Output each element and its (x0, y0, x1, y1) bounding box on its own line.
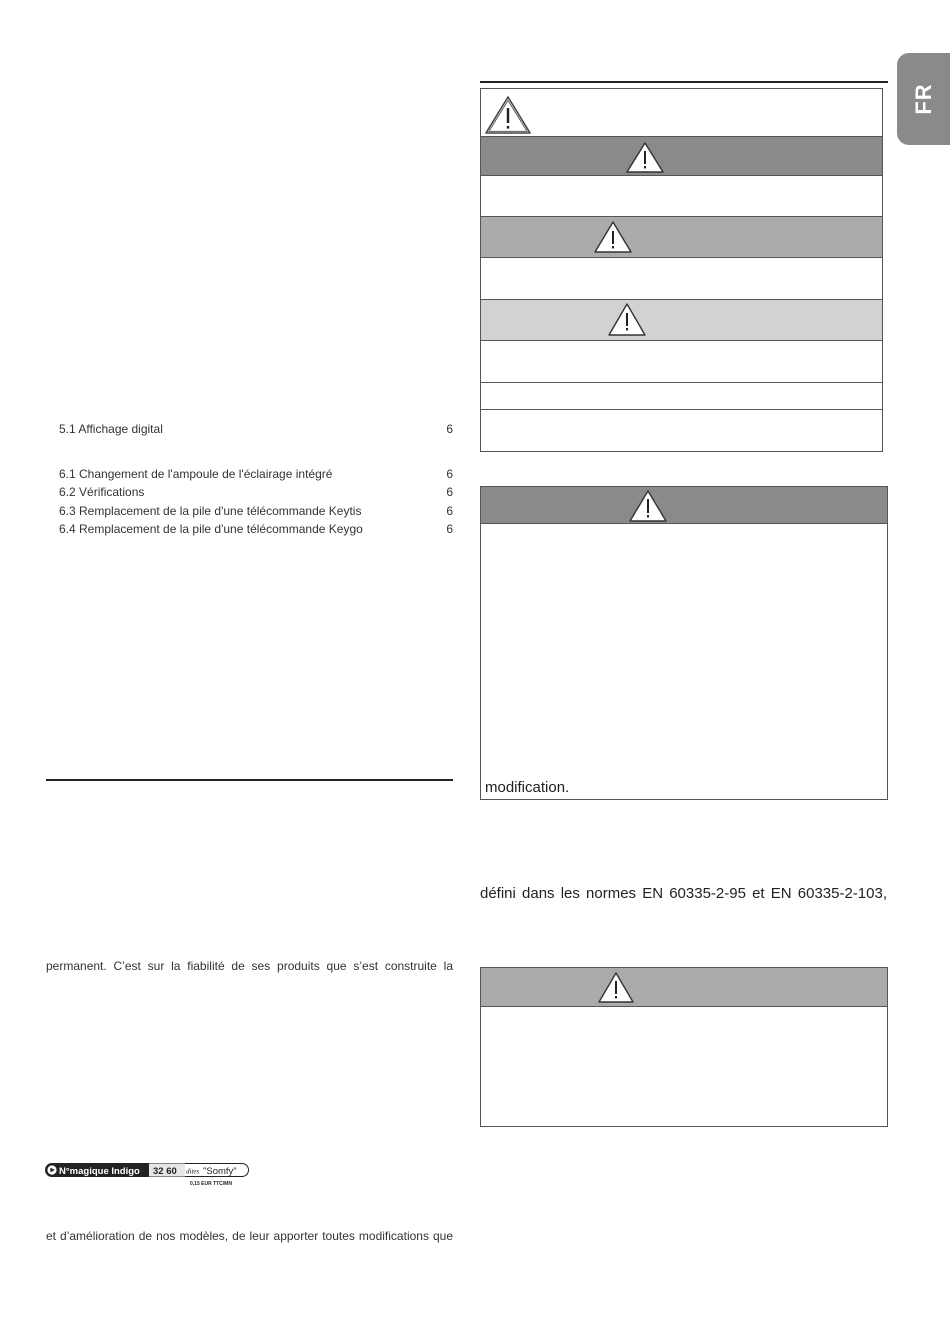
body-text-line: et d’amélioration de nos modèles, de leur apporter toutes modifications que (46, 1229, 453, 1243)
warning-triangle-icon (593, 220, 633, 254)
toc-item[interactable] (59, 484, 453, 500)
toc-item-label: 5.1 Affichage digital (59, 422, 163, 436)
warning-band (480, 216, 883, 258)
toc-item[interactable] (59, 503, 453, 519)
toc-item-label: 6.3 Remplacement de la pile d'une télécommande Keytis (59, 504, 362, 518)
toc-item-page: 6 (446, 485, 453, 499)
indigo-price: 0,15 EUR TTC/MN (190, 1181, 232, 1187)
indigo-label: N°magique Indigo (59, 1165, 140, 1177)
indigo-word: "Somfy" (203, 1165, 237, 1177)
note-row (480, 383, 883, 410)
warning-triangle-icon (625, 141, 665, 174)
toc-item[interactable] (59, 521, 453, 537)
language-tab[interactable] (897, 53, 950, 145)
toc-item-label: 6.4 Remplacement de la pile d'une télécommande Keygo (59, 522, 363, 536)
toc-item-label: 6.1 Changement de l'ampoule de l'éclairage intégré (59, 467, 333, 481)
caution-band (480, 299, 883, 341)
toc-item-page: 6 (446, 522, 453, 536)
toc-item-page: 6 (446, 467, 453, 481)
installation-warning-header (481, 968, 887, 1007)
indigo-number: 32 60 (153, 1165, 177, 1177)
caution-text-row (480, 341, 883, 383)
danger-band (480, 136, 883, 176)
toc-item[interactable] (59, 421, 453, 437)
toc-item-label: 6.2 Vérifications (59, 485, 145, 499)
warning-text-row (480, 258, 883, 299)
warning-triangle-icon (484, 95, 532, 135)
important-instructions-box (480, 486, 888, 800)
language-tab-label: FR (910, 83, 936, 115)
section-divider (480, 81, 888, 83)
danger-text-row (480, 176, 883, 216)
warning-triangle-icon (607, 302, 647, 337)
body-text-line: défini dans les normes EN 60335-2-95 et EN 60335-2-103, (480, 885, 887, 902)
body-text-line: modification. (485, 779, 570, 796)
warning-triangle-icon (628, 489, 668, 523)
toc-item-page: 6 (446, 422, 453, 436)
indigo-dites: dites (186, 1167, 200, 1176)
warning-triangle-icon (597, 971, 635, 1004)
indigo-number-badge (45, 1163, 251, 1189)
toc-item-page: 6 (446, 504, 453, 518)
toc-item[interactable] (59, 466, 453, 482)
body-text-line: permanent. C’est sur la fiabilité de ses produits que s’est construite la (46, 959, 453, 973)
section-divider (46, 779, 453, 781)
important-instructions-header (481, 487, 887, 524)
